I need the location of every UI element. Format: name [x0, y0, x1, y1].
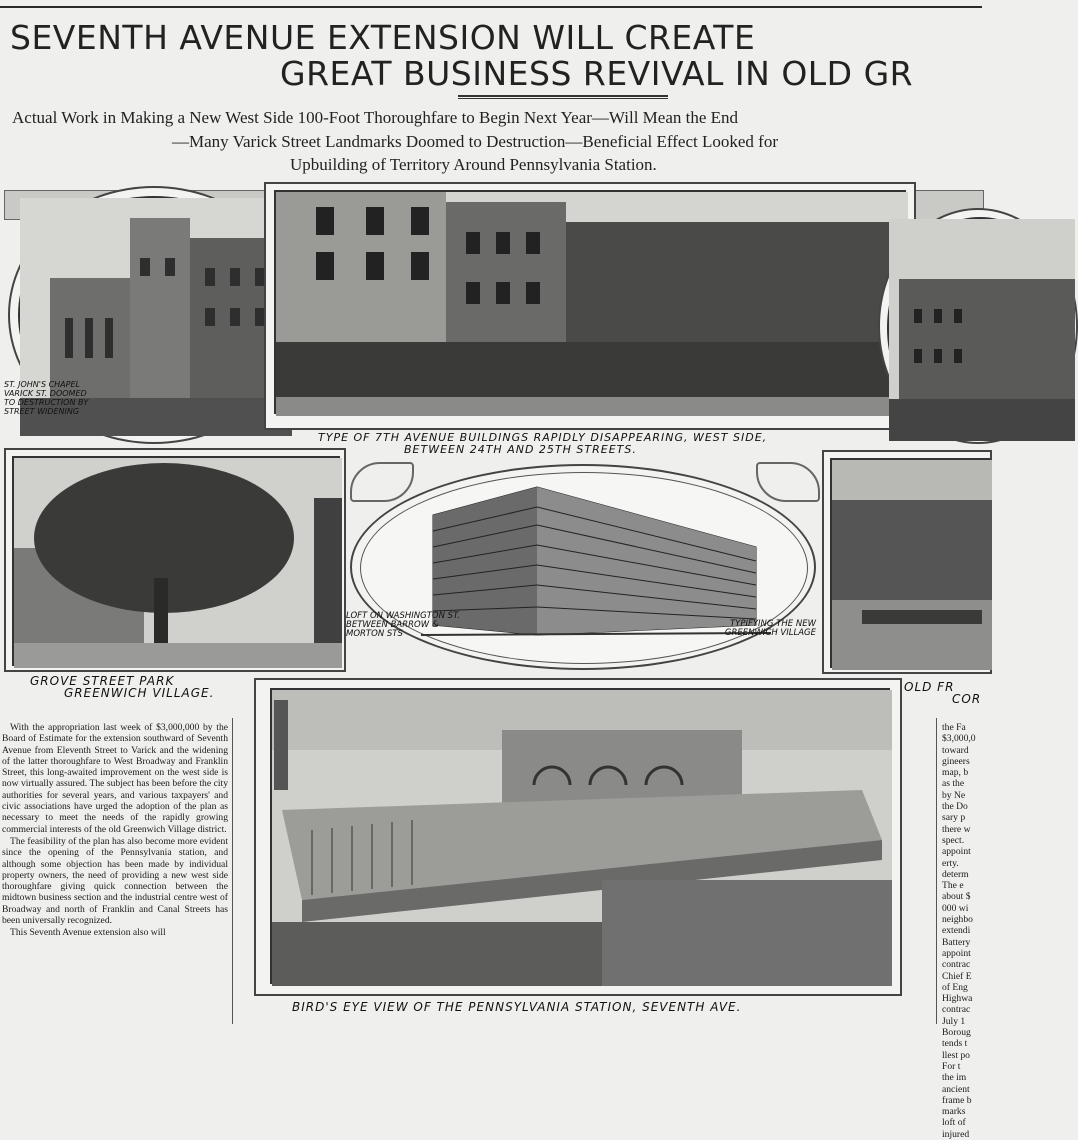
article-fragment-line: determ [942, 868, 969, 880]
loft-frame [350, 464, 816, 670]
grove-caption-line-2: GREENWICH VILLAGE. [64, 686, 215, 700]
right-column-rule [936, 718, 937, 1024]
article-fragment-line: extendi [942, 925, 971, 937]
article-fragment-line: July 1 [942, 1015, 966, 1027]
article-fragment-line: as the [942, 778, 965, 790]
article-fragment-line: toward [942, 744, 969, 756]
grove-street-frame [4, 448, 346, 672]
deck-line-3: Upbuilding of Territory Around Pennsylvania Station. [290, 155, 657, 174]
article-fragment-line: The e [942, 880, 964, 892]
deck-line-2: —Many Varick Street Landmarks Doomed to Destruction—Beneficial Effect Looked for [172, 132, 778, 151]
grove-street-illustration [14, 458, 342, 668]
old-fr-frame [822, 450, 992, 674]
article-fragment-line: marks [942, 1106, 966, 1118]
article-fragment-line: $3,000,0 [942, 733, 976, 745]
penn-station-frame [254, 678, 902, 996]
seventh-ave-illustration [276, 192, 908, 416]
article-fragment-line: contrac [942, 1004, 971, 1016]
article-left-column [2, 722, 228, 1022]
article-fragment-line: ancient [942, 1083, 970, 1095]
article-fragment-line: gineers [942, 755, 970, 767]
article-fragment-line: injured [942, 1128, 970, 1140]
article-fragment-line: Boroug [942, 1027, 971, 1039]
article-fragment-line: by Ne [942, 789, 966, 801]
old-fr-photo [830, 458, 990, 668]
left-column-rule [232, 718, 233, 1024]
article-fragment-line: loft of [942, 1117, 966, 1129]
old-fr-illustration [832, 460, 992, 670]
headline-line-2: GREAT BUSINESS REVIVAL IN OLD GR [280, 54, 914, 93]
right-oval-illustration [889, 219, 1075, 441]
seventh-ave-caption-line-2: BETWEEN 24TH AND 25TH STREETS. [404, 443, 637, 456]
article-fragment-line: the im [942, 1072, 967, 1084]
article-right-column [942, 722, 982, 1140]
st-johns-caption: ST. JOHN'S CHAPEL VARICK ST. DOOMED TO DESTRUCTION BY STREET WIDENING [4, 380, 89, 416]
article-fragment-line: 000 wi [942, 902, 969, 914]
article-fragment-line: of Eng [942, 981, 968, 993]
penn-station-photo [270, 688, 890, 984]
article-paragraph: The feasibility of the plan has also become more evident since the opening of the Pennsylvania station, and although some objection has been made by individual property owners, the need of providing a new west side thoroughfare giving quick connection between the midtown business section and the industrial centre west of Broadway and north of Franklin and Canal Streets has been universally recognized. [2, 835, 228, 927]
article-fragment-line: llest po [942, 1049, 970, 1061]
top-rule [0, 6, 982, 8]
article-fragment-line: neighbo [942, 914, 973, 926]
article-paragraph: This Seventh Avenue extension also will [10, 927, 166, 939]
article-fragment-line: appoint [942, 846, 971, 858]
grove-caption-line-1: GROVE STREET PARK [30, 674, 175, 688]
penn-station-illustration [272, 690, 892, 986]
article-fragment-line: about $ [942, 891, 971, 903]
article-fragment-line: contrac [942, 959, 971, 971]
headline-rule-thin [458, 98, 668, 99]
cor-caption: COR [952, 692, 982, 706]
article-fragment-line: the Do [942, 801, 968, 813]
headline-rule [458, 95, 668, 97]
typifying-caption: TYPIFYING THE NEW GREENWICH VILLAGE [724, 619, 816, 638]
deck-line-1: Actual Work in Making a New West Side 100-Foot Thoroughfare to Begin Next Year—Will Mean the End [12, 108, 739, 127]
grove-street-photo [12, 456, 340, 666]
article-fragment-line: map, b [942, 767, 969, 779]
article-fragment-line: erty. [942, 857, 959, 869]
article-fragment-line: Highwa [942, 993, 973, 1005]
right-oval-photo [887, 217, 1073, 439]
article-fragment-line: the Fa [942, 722, 966, 733]
article-fragment-line: For t [942, 1060, 961, 1072]
article-fragment-line: appoint [942, 947, 971, 959]
headline-line-1: SEVENTH AVENUE EXTENSION WILL CREATE [10, 18, 756, 57]
article-fragment-line: sary p [942, 812, 966, 824]
article-fragment-line: tends t [942, 1038, 968, 1050]
seventh-ave-frame [264, 182, 916, 430]
article-fragment-line: there w [942, 823, 971, 835]
loft-caption: LOFT ON WASHINGTON ST. BETWEEN BARROW & MORTON STS [346, 611, 460, 639]
article-fragment-line: Chief E [942, 970, 972, 982]
article-fragment-line: Battery [942, 936, 971, 948]
article-fragment-line: frame b [942, 1094, 972, 1106]
article-paragraph: With the appropriation last week of $3,000,000 by the Board of Estimate for the extension southward of Seventh Avenue from Eleventh Street to Varick and the widening of the latter thoroughfare to West Broadway and Franklin Street, this long-awaited improvement on the west side is now virtually assured. The subject has been before the city authorities for several years, and various taxpayers' and civic associations have urged the adoption of the plan as necessary to meet the needs of the rapidly growing commercial interests of the old Greenwich Village district. [2, 722, 228, 835]
seventh-ave-photo [274, 190, 906, 414]
seventh-ave-caption-line-1: TYPE OF 7TH AVENUE BUILDINGS RAPIDLY DISAPPEARING, WEST SIDE, [318, 431, 768, 444]
birds-eye-caption: BIRD'S EYE VIEW OF THE PENNSYLVANIA STATION, SEVENTH AVE. [292, 1000, 742, 1014]
right-oval-frame [878, 208, 1078, 444]
article-fragment-line: spect. [942, 834, 965, 846]
old-fr-caption: OLD FR [904, 680, 955, 694]
